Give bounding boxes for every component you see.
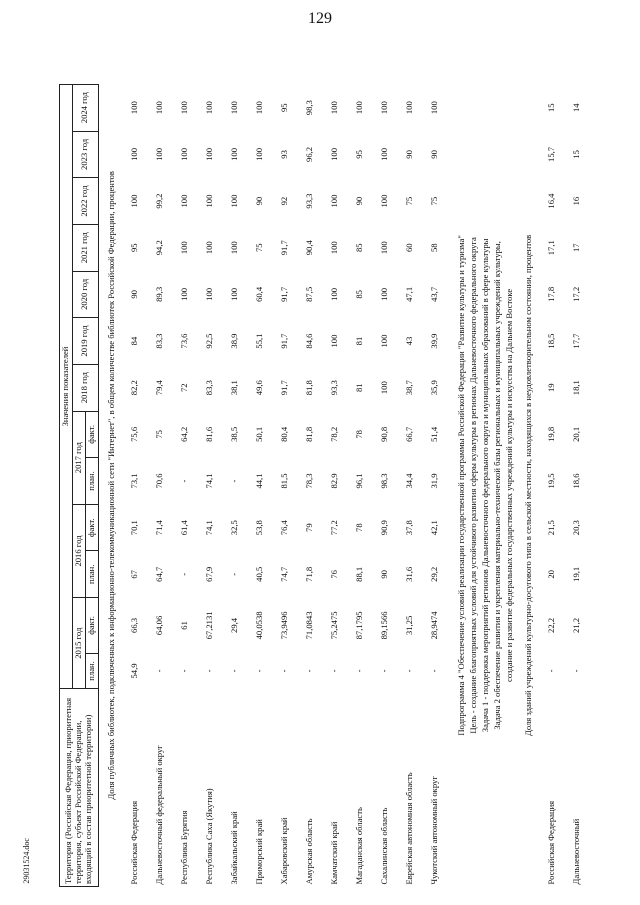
header-2021: 2021 год xyxy=(72,224,98,271)
value-cell: 74,7 xyxy=(279,566,290,582)
value-cell: 71,0843 xyxy=(304,611,315,640)
value-cell: 64,06 xyxy=(154,615,165,636)
header-2022: 2022 год xyxy=(72,178,98,225)
value-cell: 100 xyxy=(329,101,340,115)
value-cell: 88,1 xyxy=(354,566,365,582)
value-cell: 90,9 xyxy=(379,520,390,536)
value-cell: 78,3 xyxy=(304,473,315,489)
table-row xyxy=(173,38,198,887)
value-cell: 100 xyxy=(229,194,240,208)
value-cell: 93,3 xyxy=(304,193,315,209)
value-cell: 100 xyxy=(354,101,365,115)
value-cell: 87,1795 xyxy=(354,611,365,640)
value-cell: - xyxy=(279,669,290,673)
value-cell: - xyxy=(429,669,440,673)
value-cell: - xyxy=(179,572,190,576)
value-cell: 100 xyxy=(204,147,215,161)
value-cell: 14 xyxy=(571,103,582,112)
value-cell: - xyxy=(229,572,240,576)
document-filename: 29031524.doc xyxy=(22,838,31,884)
value-cell: 83,3 xyxy=(204,380,215,396)
row-territory-name: Республика Саха (Якутия) xyxy=(204,788,215,885)
value-cell: 76 xyxy=(329,570,340,579)
table-row xyxy=(123,38,148,887)
table-row xyxy=(323,38,348,887)
value-cell: 29,2 xyxy=(429,566,440,582)
value-cell: 90 xyxy=(404,150,415,159)
table-row xyxy=(298,38,323,887)
value-cell: 38,9 xyxy=(229,333,240,349)
value-cell: 73,9496 xyxy=(279,611,290,640)
value-cell: 100 xyxy=(204,287,215,301)
value-cell: 19 xyxy=(546,383,557,392)
value-cell: 93 xyxy=(279,150,290,159)
value-cell: 20,3 xyxy=(571,520,582,536)
value-cell: 73,6 xyxy=(179,333,190,349)
value-cell: 99,2 xyxy=(154,193,165,209)
section1-title: Доля публичных библиотек, подключенных к информационно-телекоммуникационной сети "Интернет", в общем количестве библиотек Российской Федерации, процентов xyxy=(106,171,117,800)
value-cell: 100 xyxy=(129,194,140,208)
value-cell: 73,1 xyxy=(129,473,140,489)
value-cell: 64,2 xyxy=(179,426,190,442)
value-cell: 17,7 xyxy=(571,333,582,349)
row-territory-name: Дальневосточный xyxy=(571,818,582,885)
row-territory-name: Российская Федерация xyxy=(546,800,557,885)
value-cell: 100 xyxy=(379,381,390,395)
value-cell: 90,8 xyxy=(379,426,390,442)
value-cell: 95 xyxy=(279,103,290,112)
value-cell: 61 xyxy=(179,621,190,630)
value-cell: - xyxy=(329,669,340,673)
value-cell: 80,4 xyxy=(279,426,290,442)
section2-title: Доля зданий учреждений культурно-досугового типа в сельской местности, находящихся в неудовлетворительном состоянии, процентов xyxy=(523,234,534,737)
value-cell: 55,1 xyxy=(254,333,265,349)
value-cell: 77,2 xyxy=(329,520,340,536)
value-cell: 50,1 xyxy=(254,426,265,442)
value-cell: 90 xyxy=(354,196,365,206)
value-cell: 98,3 xyxy=(304,100,315,116)
subprogram-task2a: Задача 2 обеспечение развития и укрепления материально-технической базы региональных и муниципальных учреждений культуры, xyxy=(491,241,502,730)
header-fact-2017: факт. xyxy=(85,411,98,458)
value-cell: 100 xyxy=(329,194,340,208)
value-cell: 61,4 xyxy=(179,520,190,536)
value-cell: 38,5 xyxy=(229,426,240,442)
value-cell: 89,3 xyxy=(154,286,165,302)
header-plan-2015: план. xyxy=(85,653,98,689)
value-cell: 100 xyxy=(154,101,165,115)
value-cell: 64,7 xyxy=(154,566,165,582)
value-cell: 38,7 xyxy=(404,380,415,396)
table-row xyxy=(198,38,223,887)
value-cell: 82,9 xyxy=(329,473,340,489)
value-cell: 42,1 xyxy=(429,520,440,536)
value-cell: 60 xyxy=(404,243,415,253)
value-cell: 100 xyxy=(129,147,140,161)
row-territory-name: Амурская область xyxy=(304,818,315,885)
table-row xyxy=(348,38,373,887)
value-cell: 91,7 xyxy=(279,380,290,396)
value-cell: 100 xyxy=(379,101,390,115)
section2-rows xyxy=(540,38,590,887)
row-territory-name: Республика Бурятия xyxy=(179,810,190,885)
value-cell: 100 xyxy=(329,147,340,161)
value-cell: 100 xyxy=(254,147,265,161)
value-cell: 100 xyxy=(379,147,390,161)
value-cell: 31,6 xyxy=(404,566,415,582)
value-cell: 53,8 xyxy=(254,520,265,536)
value-cell: 100 xyxy=(179,101,190,115)
value-cell: 28,9474 xyxy=(429,611,440,640)
value-cell: 60,4 xyxy=(254,286,265,302)
value-cell: 67,2131 xyxy=(204,611,215,640)
table-row xyxy=(273,38,298,887)
row-territory-name: Хабаровский край xyxy=(279,817,290,885)
value-cell: 87,5 xyxy=(304,286,315,302)
section1-rows xyxy=(123,38,448,887)
value-cell: 92,5 xyxy=(204,333,215,349)
header-territory: Территория (Российская Федерация, приоритетная территория, субъект Российской Федерации, входящий в состав приоритетной территории) xyxy=(60,689,99,887)
value-cell: 81,8 xyxy=(304,380,315,396)
value-cell: - xyxy=(304,669,315,673)
value-cell: 98,3 xyxy=(379,473,390,489)
value-cell: 74,1 xyxy=(204,473,215,489)
value-cell: 91,7 xyxy=(279,333,290,349)
value-cell: 47,1 xyxy=(404,286,415,302)
value-cell: 66,7 xyxy=(404,426,415,442)
value-cell: 94,2 xyxy=(154,240,165,256)
row-territory-name: Еврейская автономная область xyxy=(404,772,415,885)
value-cell: 44,1 xyxy=(254,473,265,489)
header-fact-2015: факт. xyxy=(85,598,98,654)
value-cell: 100 xyxy=(179,241,190,255)
value-cell: 90,4 xyxy=(304,240,315,256)
value-cell: 16,4 xyxy=(546,193,557,209)
value-cell: 39,9 xyxy=(429,333,440,349)
value-cell: 100 xyxy=(329,241,340,255)
value-cell: 17,1 xyxy=(546,240,557,256)
value-cell: 100 xyxy=(429,101,440,115)
value-cell: 96,2 xyxy=(304,146,315,162)
value-cell: 100 xyxy=(229,101,240,115)
value-cell: 72 xyxy=(179,383,190,392)
value-cell: 17,8 xyxy=(546,286,557,302)
table-row xyxy=(373,38,398,887)
value-cell: - xyxy=(229,479,240,483)
header-2015: 2015 год xyxy=(72,598,85,689)
value-cell: 78 xyxy=(354,523,365,532)
value-cell: 70,6 xyxy=(154,473,165,489)
value-cell: 84 xyxy=(129,336,140,346)
row-territory-name: Российская Федерация xyxy=(129,800,140,885)
header-2020: 2020 год xyxy=(72,271,98,318)
value-cell: 100 xyxy=(179,194,190,208)
value-cell: 100 xyxy=(129,101,140,115)
value-cell: - xyxy=(571,669,582,673)
header-2017: 2017 год xyxy=(72,411,85,504)
value-cell: - xyxy=(179,479,190,483)
value-cell: 20,1 xyxy=(571,426,582,442)
value-cell: 75 xyxy=(429,196,440,206)
subprogram-block xyxy=(448,38,540,887)
value-cell: 22,2 xyxy=(546,617,557,633)
value-cell: 100 xyxy=(379,287,390,301)
value-cell: 19,1 xyxy=(571,566,582,582)
row-territory-name: Чукотский автономный округ xyxy=(429,776,440,885)
value-cell: 43,7 xyxy=(429,286,440,302)
value-cell: 34,4 xyxy=(404,473,415,489)
value-cell: 100 xyxy=(229,147,240,161)
value-cell: 90 xyxy=(429,150,440,159)
header-2024: 2024 год xyxy=(72,84,98,131)
value-cell: 15 xyxy=(546,103,557,112)
table-row xyxy=(398,38,423,887)
value-cell: 85 xyxy=(354,290,365,299)
rotated-table-container xyxy=(59,37,589,887)
value-cell: 35,9 xyxy=(429,380,440,396)
value-cell: 95 xyxy=(354,150,365,159)
value-cell: 40,5 xyxy=(254,566,265,582)
subprogram-goal: Цель - создание благоприятных условий для устойчивого развития сферы культуры в регионах Дальневосточного федерального округа xyxy=(467,237,478,734)
value-cell: 81,6 xyxy=(204,426,215,442)
value-cell: 81 xyxy=(354,383,365,392)
subprogram-task2b: создание и развитие федеральных государственных учреждений культуры и искусства на Дальнем Востоке xyxy=(503,288,514,682)
value-cell: 81 xyxy=(354,336,365,346)
value-cell: 100 xyxy=(204,194,215,208)
value-cell: 15 xyxy=(571,150,582,159)
header-2019: 2019 год xyxy=(72,318,98,365)
value-cell: 100 xyxy=(154,147,165,161)
value-cell: 67 xyxy=(129,570,140,579)
value-cell: 49,6 xyxy=(254,380,265,396)
value-cell: 21,5 xyxy=(546,520,557,536)
value-cell: 17,2 xyxy=(571,286,582,302)
value-cell: 54,9 xyxy=(129,663,140,679)
value-cell: 84,6 xyxy=(304,333,315,349)
value-cell: 37,8 xyxy=(404,520,415,536)
value-cell: 81,5 xyxy=(279,473,290,489)
value-cell: 70,1 xyxy=(129,520,140,536)
table-row xyxy=(148,38,173,887)
row-territory-name: Дальневосточный федеральный округ xyxy=(154,745,165,885)
value-cell: 76,4 xyxy=(279,520,290,536)
value-cell: 95 xyxy=(129,243,140,253)
value-cell: 91,7 xyxy=(279,240,290,256)
table-header xyxy=(60,38,99,887)
row-territory-name: Камчатский край xyxy=(329,821,340,885)
value-cell: 93,3 xyxy=(329,380,340,396)
value-cell: 19,5 xyxy=(546,473,557,489)
value-cell: 90 xyxy=(129,290,140,299)
value-cell: 20 xyxy=(546,570,557,579)
value-cell: 100 xyxy=(379,241,390,255)
subprogram-task1: Задача 1 - поддержка мероприятий регионов Дальневосточного федерального округа и муниципальных образований в сфере культуры xyxy=(479,238,490,733)
value-cell: 96,1 xyxy=(354,473,365,489)
table-body xyxy=(98,38,123,887)
value-cell: 43 xyxy=(404,336,415,346)
value-cell: 75,6 xyxy=(129,426,140,442)
row-territory-name: Магаданская область xyxy=(354,807,365,885)
header-plan-2016: план. xyxy=(85,551,98,598)
value-cell: 29,4 xyxy=(229,617,240,633)
table-row xyxy=(423,38,448,887)
value-cell: 100 xyxy=(204,241,215,255)
value-cell: 75 xyxy=(254,243,265,253)
header-fact-2016: факт. xyxy=(85,504,98,551)
value-cell: 71,8 xyxy=(304,566,315,582)
header-2023: 2023 год xyxy=(72,131,98,178)
value-cell: 92 xyxy=(279,196,290,206)
value-cell: - xyxy=(179,669,190,673)
value-cell: 100 xyxy=(179,147,190,161)
value-cell: - xyxy=(154,669,165,673)
value-cell: 78 xyxy=(354,430,365,439)
value-cell: 32,5 xyxy=(229,520,240,536)
value-cell: 78,2 xyxy=(329,426,340,442)
value-cell: 89,1566 xyxy=(379,611,390,640)
value-cell: 100 xyxy=(254,101,265,115)
value-cell: 100 xyxy=(379,334,390,348)
value-cell: 75 xyxy=(154,430,165,439)
value-cell: 18,5 xyxy=(546,333,557,349)
value-cell: 66,3 xyxy=(129,617,140,633)
value-cell: 91,7 xyxy=(279,286,290,302)
value-cell: 83,3 xyxy=(154,333,165,349)
page-number: 129 xyxy=(308,10,332,27)
value-cell: 31,9 xyxy=(429,473,440,489)
value-cell: 21,2 xyxy=(571,617,582,633)
value-cell: - xyxy=(379,669,390,673)
value-cell: 100 xyxy=(379,194,390,208)
value-cell: 75,2475 xyxy=(329,611,340,640)
indicators-table xyxy=(59,37,590,887)
row-territory-name: Сахалинская область xyxy=(379,807,390,885)
value-cell: 85 xyxy=(354,243,365,253)
value-cell: 75 xyxy=(404,196,415,206)
value-cell: - xyxy=(229,669,240,673)
table-row xyxy=(565,38,590,887)
value-cell: 74,1 xyxy=(204,520,215,536)
value-cell: 90 xyxy=(254,196,265,206)
value-cell: - xyxy=(404,669,415,673)
value-cell: 38,1 xyxy=(229,380,240,396)
value-cell: 67,9 xyxy=(204,566,215,582)
row-territory-name: Приморский край xyxy=(254,819,265,885)
value-cell: 58 xyxy=(429,243,440,253)
value-cell: 79,4 xyxy=(154,380,165,396)
header-values: Значения показателей xyxy=(60,84,73,688)
value-cell: 19,8 xyxy=(546,426,557,442)
row-territory-name: Забайкальский край xyxy=(229,811,240,885)
value-cell: 17 xyxy=(571,243,582,253)
value-cell: 15,7 xyxy=(546,146,557,162)
value-cell: 90 xyxy=(379,570,390,579)
value-cell: 40,0538 xyxy=(254,611,265,640)
value-cell: - xyxy=(546,669,557,673)
value-cell: - xyxy=(254,669,265,673)
header-plan-2017: план. xyxy=(85,458,98,505)
value-cell: 31,25 xyxy=(404,615,415,636)
value-cell: 79 xyxy=(304,523,315,532)
value-cell: 16 xyxy=(571,196,582,206)
table-row xyxy=(248,38,273,887)
value-cell: 18,1 xyxy=(571,380,582,396)
value-cell: 82,2 xyxy=(129,380,140,396)
value-cell: - xyxy=(204,669,215,673)
subprogram-title: Подпрограмма 4 "Обеспечение условий реализации государственной программы Российской Федерации "Развитие культуры и туризма" xyxy=(455,235,466,736)
header-2018: 2018 год xyxy=(72,364,98,411)
value-cell: 81,8 xyxy=(304,426,315,442)
value-cell: 71,4 xyxy=(154,520,165,536)
table-row xyxy=(223,38,248,887)
value-cell: - xyxy=(354,669,365,673)
value-cell: 100 xyxy=(204,101,215,115)
value-cell: 51,4 xyxy=(429,426,440,442)
value-cell: 100 xyxy=(229,287,240,301)
table-row xyxy=(540,38,565,887)
header-2016: 2016 год xyxy=(72,504,85,597)
value-cell: 100 xyxy=(329,287,340,301)
value-cell: 100 xyxy=(179,287,190,301)
value-cell: 100 xyxy=(229,241,240,255)
value-cell: 18,6 xyxy=(571,473,582,489)
value-cell: 100 xyxy=(404,101,415,115)
value-cell: 100 xyxy=(329,334,340,348)
